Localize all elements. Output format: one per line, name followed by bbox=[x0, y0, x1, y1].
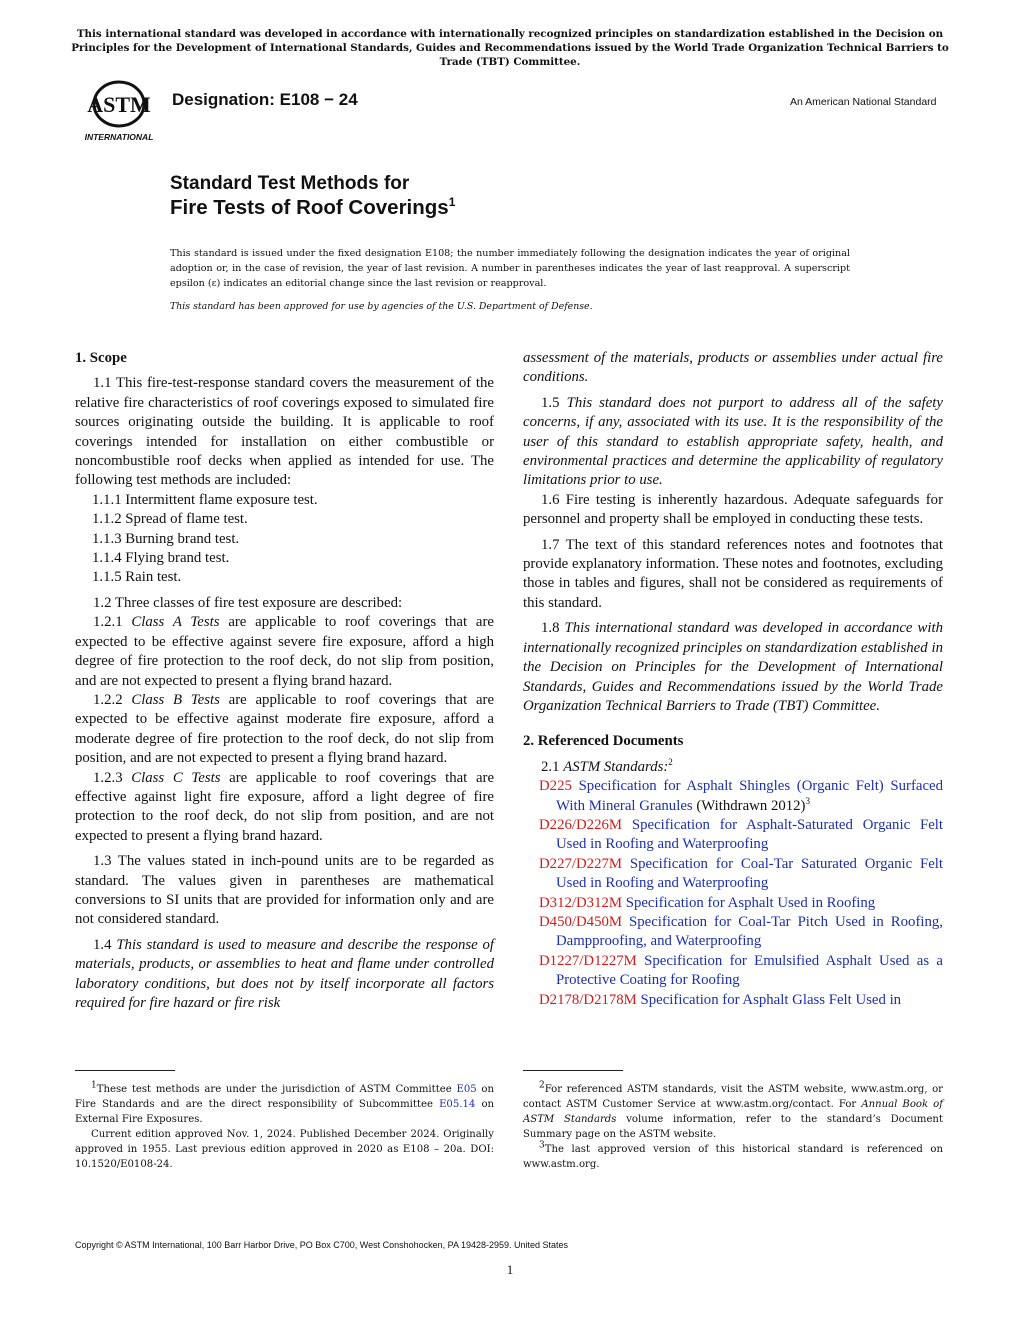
method-item: 1.1.2 Spread of flame test. bbox=[92, 511, 248, 528]
ref-d226[interactable] bbox=[523, 816, 943, 855]
ref-title[interactable]: Specification for Asphalt Glass Felt Used in bbox=[640, 991, 902, 1008]
defense-note: This standard has been approved for use by agencies of the U.S. Department of Defense. bbox=[170, 301, 593, 312]
para-class-a: 1.2.1 Class A Tests are applicable to roof coverings that are expected to be effective against severe fire exposure, afford a high degree of fire protection to the roof deck, do not slip from position, and are not expected to present a flying brand hazard. bbox=[75, 614, 494, 689]
para-1-4-cont: assessment of the materials, products or assemblies under actual fire conditions. bbox=[523, 350, 943, 386]
para-1-8: 1.8 This international standard was developed in accordance with internationally recognized principles on standardization established in the Decision on Principles for the Development of International Standards, Guides and Recommendations issued by the World Trade Organization Technical Barriers to Trade (TBT) Committee. bbox=[523, 620, 943, 714]
ref-title[interactable]: Specification for Asphalt Shingles (Organic Felt) Surfaced With Mineral Granules bbox=[556, 778, 943, 814]
para-class-c: 1.2.3 Class C Tests are applicable to roof coverings that are effective against light fire exposure, afford a light degree of fire protection to the roof deck, do not slip from position, and are not expected to present a flying brand hazard. bbox=[75, 769, 495, 844]
ref-d227[interactable] bbox=[523, 855, 943, 894]
method-item: 1.1.1 Intermittent flame exposure test. bbox=[92, 491, 318, 508]
method-item: 1.1.5 Rain test. bbox=[92, 569, 182, 586]
ref-code[interactable]: D450/D450M bbox=[539, 913, 623, 930]
para-1-5: 1.5 This standard does not purport to address all of the safety concerns, if any, associated with its use. It is the responsibility of the user of this standard to establish appropriate safety, health, and environmental practices and determine the applicability of regulatory limitations prior to use. bbox=[523, 394, 943, 489]
footnote-edition: Current edition approved Nov. 1, 2024. Published December 2024. Originally approved in 1955. Last previous edition approved in 2020 as E108 – 20a. DOI: 10.1520/E0108-24. bbox=[75, 1129, 494, 1170]
footnotes-left bbox=[75, 1082, 494, 1172]
national-standard-label: An American National Standard bbox=[790, 96, 937, 108]
ref-d1227[interactable] bbox=[523, 952, 943, 991]
para-1-4: 1.4 This standard is used to measure and describe the response of materials, products, or assemblies to heat and flame under controlled laboratory conditions, but does not by itself incorporate all factors required for fire hazard or fire risk bbox=[75, 936, 494, 1011]
title-text: Fire Tests of Roof Coverings bbox=[170, 196, 449, 219]
title-line-2 bbox=[170, 196, 455, 220]
method-item: 1.1.3 Burning brand test. bbox=[92, 530, 240, 547]
ref-code[interactable]: D2178/D2178M bbox=[539, 991, 637, 1008]
ref-d2178[interactable] bbox=[523, 991, 943, 1010]
para-class-b: 1.2.2 Class B Tests are applicable to roof coverings that are expected to be effective against moderate fire exposure, afford a moderate degree of fire protection to the roof deck, do not slip from position, and are not expected to present a flying brand hazard. bbox=[75, 691, 495, 767]
para-1-6: 1.6 Fire testing is inherently hazardous. Adequate safeguards for personnel and property shall be employed in conducting these tests. bbox=[523, 491, 943, 528]
astm-logo-icon bbox=[78, 76, 160, 144]
footnote-1: $^1$These test methods are under the jurisdiction of ASTM Committee E05 on Fire Standards and are the direct responsibility of Subcommittee E05.14 on External Fire Exposures. bbox=[75, 1080, 495, 1125]
method-item: 1.1.4 Flying brand test. bbox=[92, 550, 230, 567]
right-column bbox=[523, 349, 943, 1010]
ref-code[interactable]: D226/D226M bbox=[539, 816, 623, 833]
page-number: 1 bbox=[506, 1262, 514, 1277]
footnote-3: $^3$The last approved version of this historical standard is referenced on www.astm.org. bbox=[523, 1140, 943, 1170]
top-notice: This international standard was developed in accordance with internationally recognized principles on standardization established in the Decision on Principles for the Development of International Standards, Guides and Recommendations issued by the World Trade Organization Technical Barriers to Trade (TBT) Committee. bbox=[71, 28, 949, 68]
para-1-1: 1.1 This fire-test-response standard covers the measurement of the relative fire characteristics of roof coverings exposed to simulated fire sources originating outside the building. It is applicable to roof coverings intended for installation on either combustible or noncombustible roof decks when applied as intended for use. The following test methods are included: bbox=[75, 375, 494, 489]
ref-d312[interactable] bbox=[523, 894, 943, 913]
copyright: Copyright © ASTM International, 100 Barr Harbor Drive, PO Box C700, West Conshohocken, PA 19428-2959. United States bbox=[75, 1240, 569, 1250]
ref-title[interactable]: Specification for Emulsified Asphalt Used as a Protective Coating for Roofing bbox=[556, 952, 943, 989]
referenced-heading: 2. Referenced Documents bbox=[523, 733, 684, 750]
ref-title[interactable]: Specification for Asphalt-Saturated Organic Felt Used in Roofing and Waterproofing bbox=[556, 816, 943, 853]
scope-heading: 1. Scope bbox=[75, 350, 127, 366]
ref-title[interactable]: Specification for Asphalt Used in Roofing bbox=[625, 894, 876, 911]
left-column bbox=[75, 349, 494, 1013]
ref-code[interactable]: D312/D312M bbox=[539, 894, 623, 911]
logo-subtext: INTERNATIONAL bbox=[84, 132, 154, 142]
committee-link[interactable]: E05 bbox=[456, 1084, 477, 1095]
ref-code[interactable]: D227/D227M bbox=[539, 855, 623, 872]
footnote-rule-right bbox=[523, 1070, 623, 1071]
ref-d225[interactable]: D225 Specification for Asphalt Shingles (Organic Felt) Surfaced With Mineral Granules (Withdrawn 2012)$^3$ bbox=[539, 778, 943, 814]
footnote-rule-left bbox=[75, 1070, 175, 1071]
ref-title[interactable]: Specification for Coal-Tar Pitch Used in Roofing, Dampproofing, and Waterproofing bbox=[556, 913, 943, 950]
ref-code[interactable]: D1227/D1227M bbox=[539, 952, 637, 969]
subcommittee-link[interactable]: E05.14 bbox=[439, 1099, 476, 1110]
issued-note: This standard is issued under the fixed designation E108; the number immediately following the designation indicates the year of original adoption or, in the case of revision, the year of last revision. A number in parentheses indicates the year of last reapproval. A superscript epsilon (ε) indicates an editorial change since the last revision or reapproval. bbox=[170, 248, 850, 289]
astm-standards-label: 2.1 ASTM Standards:$^2$ bbox=[541, 756, 673, 775]
astm-logo bbox=[78, 76, 160, 144]
para-1-2: 1.2 Three classes of fire test exposure are described: bbox=[93, 594, 403, 611]
footnotes-right bbox=[523, 1082, 943, 1172]
designation: Designation: E108 − 24 bbox=[172, 90, 358, 109]
footnote-2: $^2$For referenced ASTM standards, visit the ASTM website, www.astm.org, or contact ASTM Customer Service at www.astm.org/contact. For Annual Book of ASTM Standards volume information, refer to the standard’s Document Summary page on the ASTM website. bbox=[523, 1080, 943, 1140]
ref-title[interactable]: Specification for Coal-Tar Saturated Organic Felt Used in Roofing and Waterproofing bbox=[556, 855, 944, 892]
ref-d450[interactable] bbox=[523, 913, 943, 952]
title-line-1: Standard Test Methods for bbox=[170, 173, 410, 194]
para-1-7: 1.7 The text of this standard references notes and footnotes that provide explanatory information. These notes and footnotes, excluding those in tables and figures, shall not be considered as requirements of this standard. bbox=[523, 536, 943, 611]
title-footnote-ref: 1 bbox=[448, 195, 456, 209]
para-1-3: 1.3 The values stated in inch-pound units are to be regarded as standard. The values given in parentheses are mathematical conversions to SI units that are provided for information only and are not considered standard. bbox=[75, 853, 494, 928]
logo-text: ASTM bbox=[87, 92, 151, 117]
ref-code[interactable]: D225 bbox=[539, 778, 572, 795]
